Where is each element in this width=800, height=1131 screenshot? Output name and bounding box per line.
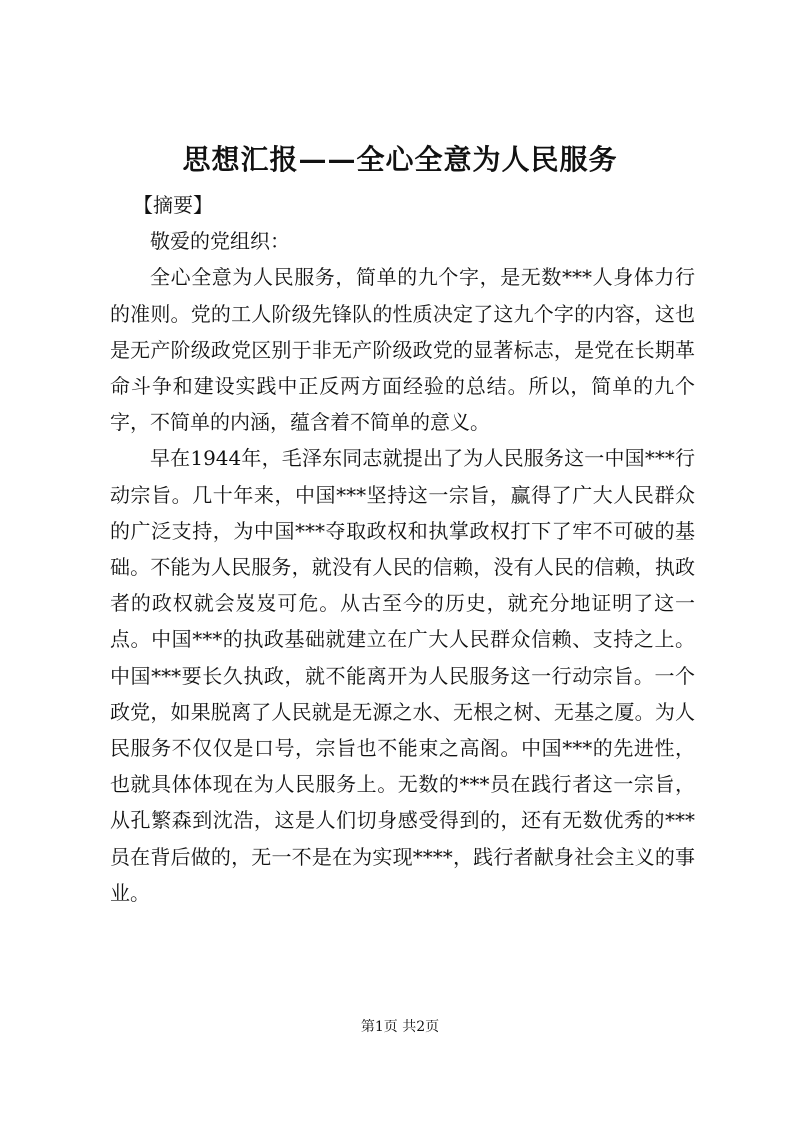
abstract-label: 【摘要】: [133, 193, 213, 217]
paragraph-1: 全心全意为人民服务，简单的九个字，是无数***人身体力行的准则。党的工人阶级先锋队的性质决定了这九个字的内容，这也是无产阶级政党区别于非无产阶级政党的显著标志，是党在长期革命斗争和建设实践中正反两方面经验的总结。所以，简单的九个字，不简单的内涵，蕴含着不简单的意义。: [110, 265, 695, 435]
document-title: 思想汇报——全心全意为人民服务: [182, 143, 618, 176]
page-indicator: 第1页 共2页: [360, 1019, 440, 1035]
salutation: 敬爱的党组织：: [150, 229, 290, 254]
document-body: [110, 187, 695, 911]
paragraph-2: 早在1944年，毛泽东同志就提出了为人民服务这一中国***行动宗旨。几十年来，中国***坚持这一宗旨，赢得了广大人民群众的广泛支持，为中国***夺取政权和执掌政权打下了牢不可破的基础。不能为人民服务，就没有人民的信赖，没有人民的信赖，执政者的政权就会岌岌可危。从古至今的历史，就充分地证明了这一点。中国***的执政基础就建立在广大人民群众信赖、支持之上。中国***要长久执政，就不能离开为人民服务这一行动宗旨。一个政党，如果脱离了人民就是无源之水、无根之树、无基之厦。为人民服务不仅仅是口号，宗旨也不能束之高阁。中国***的先进性，也就具体体现在为人民服务上。无数的***员在践行者这一宗旨，从孔繁森到沈浩，这是人们切身感受得到的，还有无数优秀的***员在背后做的，无一不是在为实现****，践行者献身社会主义的事业。: [110, 446, 695, 905]
